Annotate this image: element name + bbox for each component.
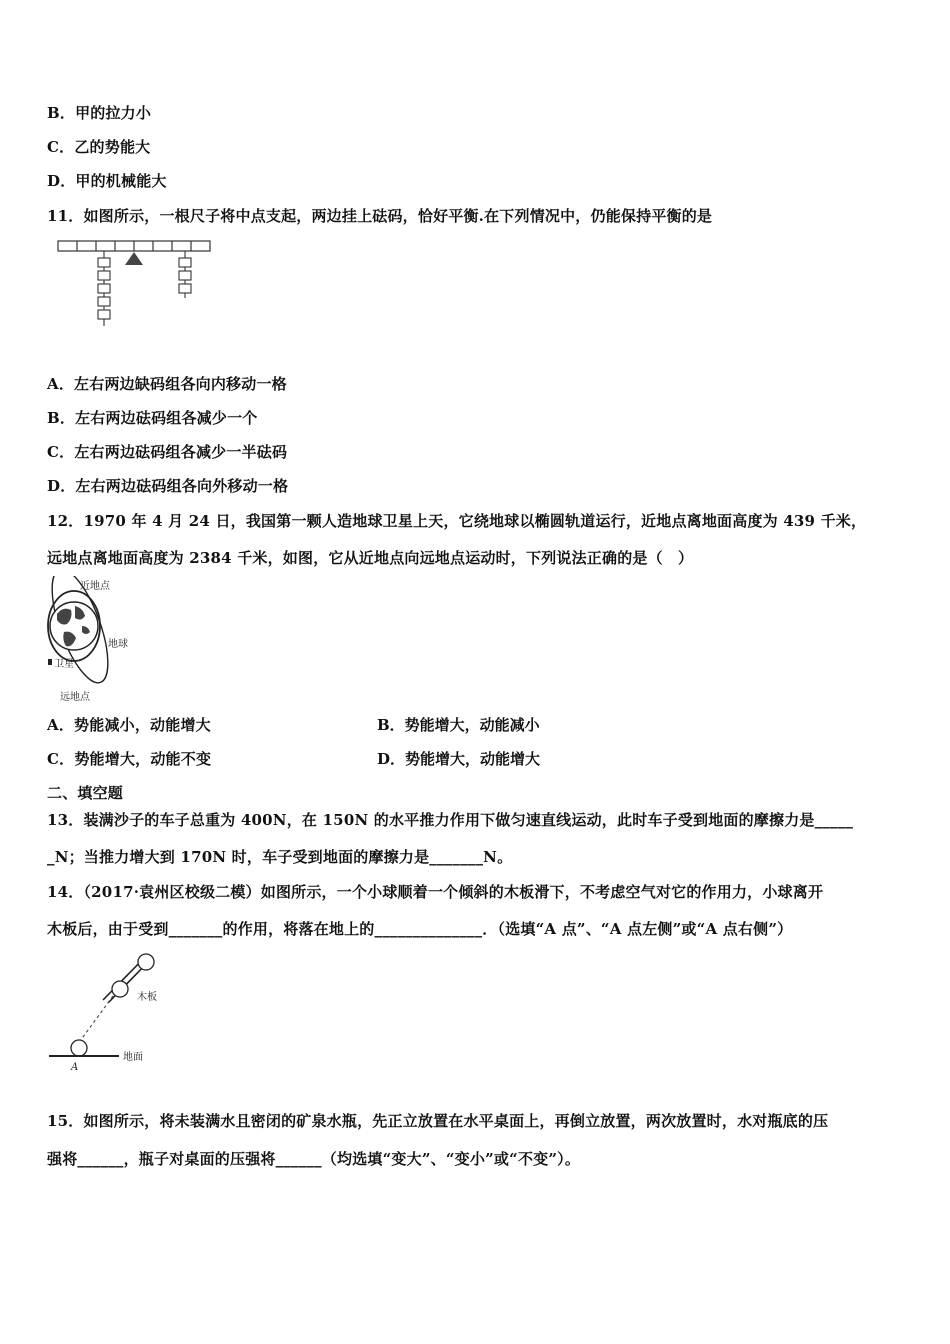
q15-line2: 强将______，瓶子对桌面的压强将______（均选填“变大”、“变小”或“不变”）。 [47,1150,581,1168]
q14-line2: 木板后，由于受到_______的作用，将落在地上的______________．（选填“A 点”、“A 点左侧”或“A 点右侧”） [47,920,793,938]
satellite-orbit-figure [42,576,152,704]
q12-option-a: A．势能减小，动能增大 [47,716,211,734]
q15-line1: 15．如图所示，将未装满水且密闭的矿泉水瓶，先正立放置在水平桌面上，再倒立放置，两次放置时，水对瓶底的压 [47,1112,829,1130]
q14-line1: 14．（2017·袁州区校级二模）如图所示，一个小球顺着一个倾斜的木板滑下，不考虑空气对它的作用力，小球离开 [47,883,824,901]
orbit-far-label: 远地点 [60,692,90,703]
q11-option-c: C．左右两边砝码组各减少一半砝码 [47,443,288,461]
orbit-satellite-label: 卫星 [54,659,74,670]
q10-option-c: C．乙的势能大 [47,138,151,156]
q10-option-b: B．甲的拉力小 [47,104,152,122]
q10-option-d: D．甲的机械能大 [47,172,167,190]
lever-figure [55,238,215,338]
incline-figure [45,948,165,1073]
q11-option-d: D．左右两边砝码组各向外移动一格 [47,477,289,495]
q13-line2: _N；当推力增大到 170N 时，车子受到地面的摩擦力是_______N。 [47,848,513,866]
q12-option-c: C．势能增大，动能不变 [47,750,212,768]
q12-option-d: D．势能增大，动能增大 [377,750,541,768]
q11-option-a: A．左右两边缺码组各向内移动一格 [47,375,287,393]
incline-ground-label: 地面 [123,1052,143,1063]
orbit-earth-label: 地球 [108,639,128,650]
incline-board-label: 木板 [137,992,157,1003]
q11-stem: 11．如图所示，一根尺子将中点支起，两边挂上砝码，恰好平衡.在下列情况中，仍能保持平衡的是 [47,207,713,225]
orbit-near-label: 近地点 [80,581,110,592]
q12-stem-line2: 远地点离地面高度为 2384 千米，如图，它从近地点向远地点运动时，下列说法正确的是（ ） [47,549,694,567]
section-fill-blank-title: 二、填空题 [47,784,124,802]
q11-option-b: B．左右两边砝码组各减少一个 [47,409,258,427]
q12-stem-line1: 12．1970 年 4 月 24 日，我国第一颗人造地球卫星上天，它绕地球以椭圆轨道运行，近地点离地面高度为 439 千米， [47,512,867,530]
q12-option-b: B．势能增大，动能减小 [377,716,540,734]
incline-point-a-label: A [71,1062,79,1073]
q13-line1: 13．装满沙子的车子总重为 400N，在 150N 的水平推力作用下做匀速直线运动，此时车子受到地面的摩擦力是_____ [47,811,854,829]
